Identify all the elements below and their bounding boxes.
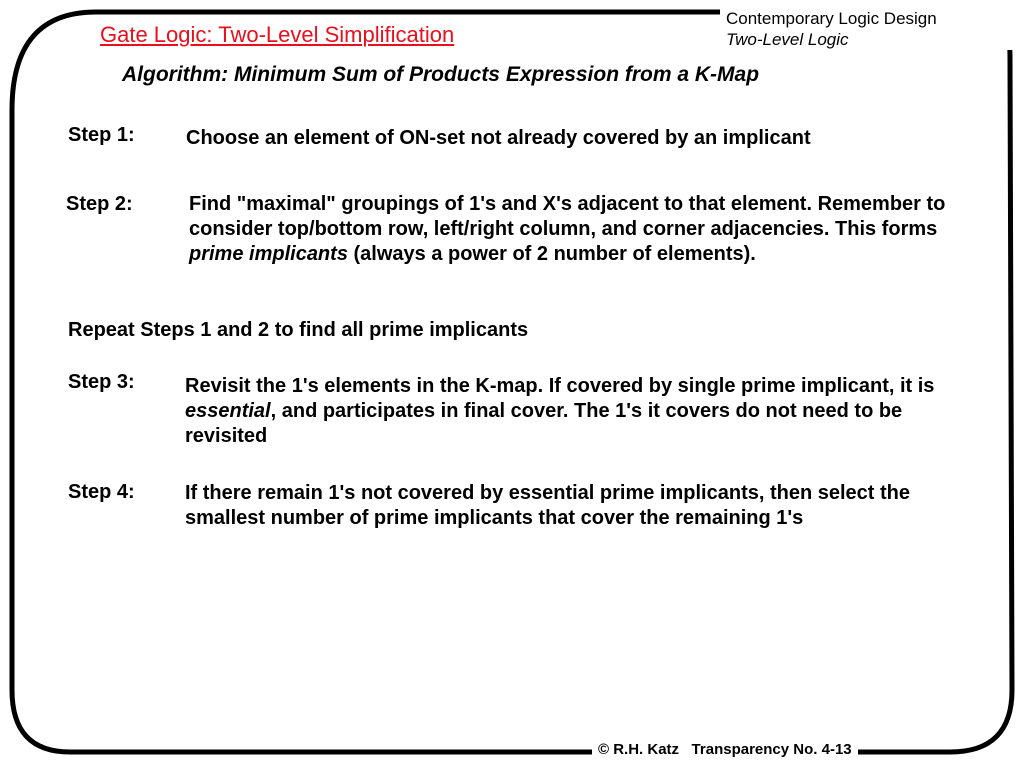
step3-text-b: , and participates in final cover. The 1's it covers do not need to be revisited xyxy=(185,400,903,447)
footer-credit: © R.H. Katz Transparency No. 4-13 xyxy=(592,741,858,758)
chapter-name: Two-Level Logic xyxy=(726,30,849,49)
step2-text xyxy=(189,192,989,267)
step1-text: Choose an element of ON-set not already covered by an implicant xyxy=(186,127,811,149)
step3-text xyxy=(185,374,985,449)
step4-text: If there remain 1's not covered by essential prime implicants, then select the smallest number of prime implicants that cover the remaining 1's xyxy=(185,482,910,529)
step2-emphasis: prime implicants xyxy=(189,243,348,265)
slide-title: Gate Logic: Two-Level Simplification xyxy=(96,22,458,48)
repeat-instruction: Repeat Steps 1 and 2 to find all prime implicants xyxy=(68,319,529,341)
step2-label: Step 2: xyxy=(66,193,133,215)
slide-subtitle: Algorithm: Minimum Sum of Products Expression from a K-Map xyxy=(122,63,760,86)
step2-text-a: Find "maximal" groupings of 1's and X's adjacent to that element. Remember to consider top/bottom row, left/right column, and corner adjacencies. This forms xyxy=(189,193,946,240)
step2-text-b: (always a power of 2 number of elements). xyxy=(347,243,756,265)
step3-emphasis: essential xyxy=(185,400,271,422)
step3-text-a: Revisit the 1's elements in the K-map. If covered by single prime implicant, it is xyxy=(185,375,935,397)
book-header xyxy=(720,8,1016,50)
step4-label: Step 4: xyxy=(68,481,135,503)
book-title: Contemporary Logic Design xyxy=(726,9,937,28)
step3-label: Step 3: xyxy=(68,371,135,393)
step1-label: Step 1: xyxy=(68,124,135,146)
